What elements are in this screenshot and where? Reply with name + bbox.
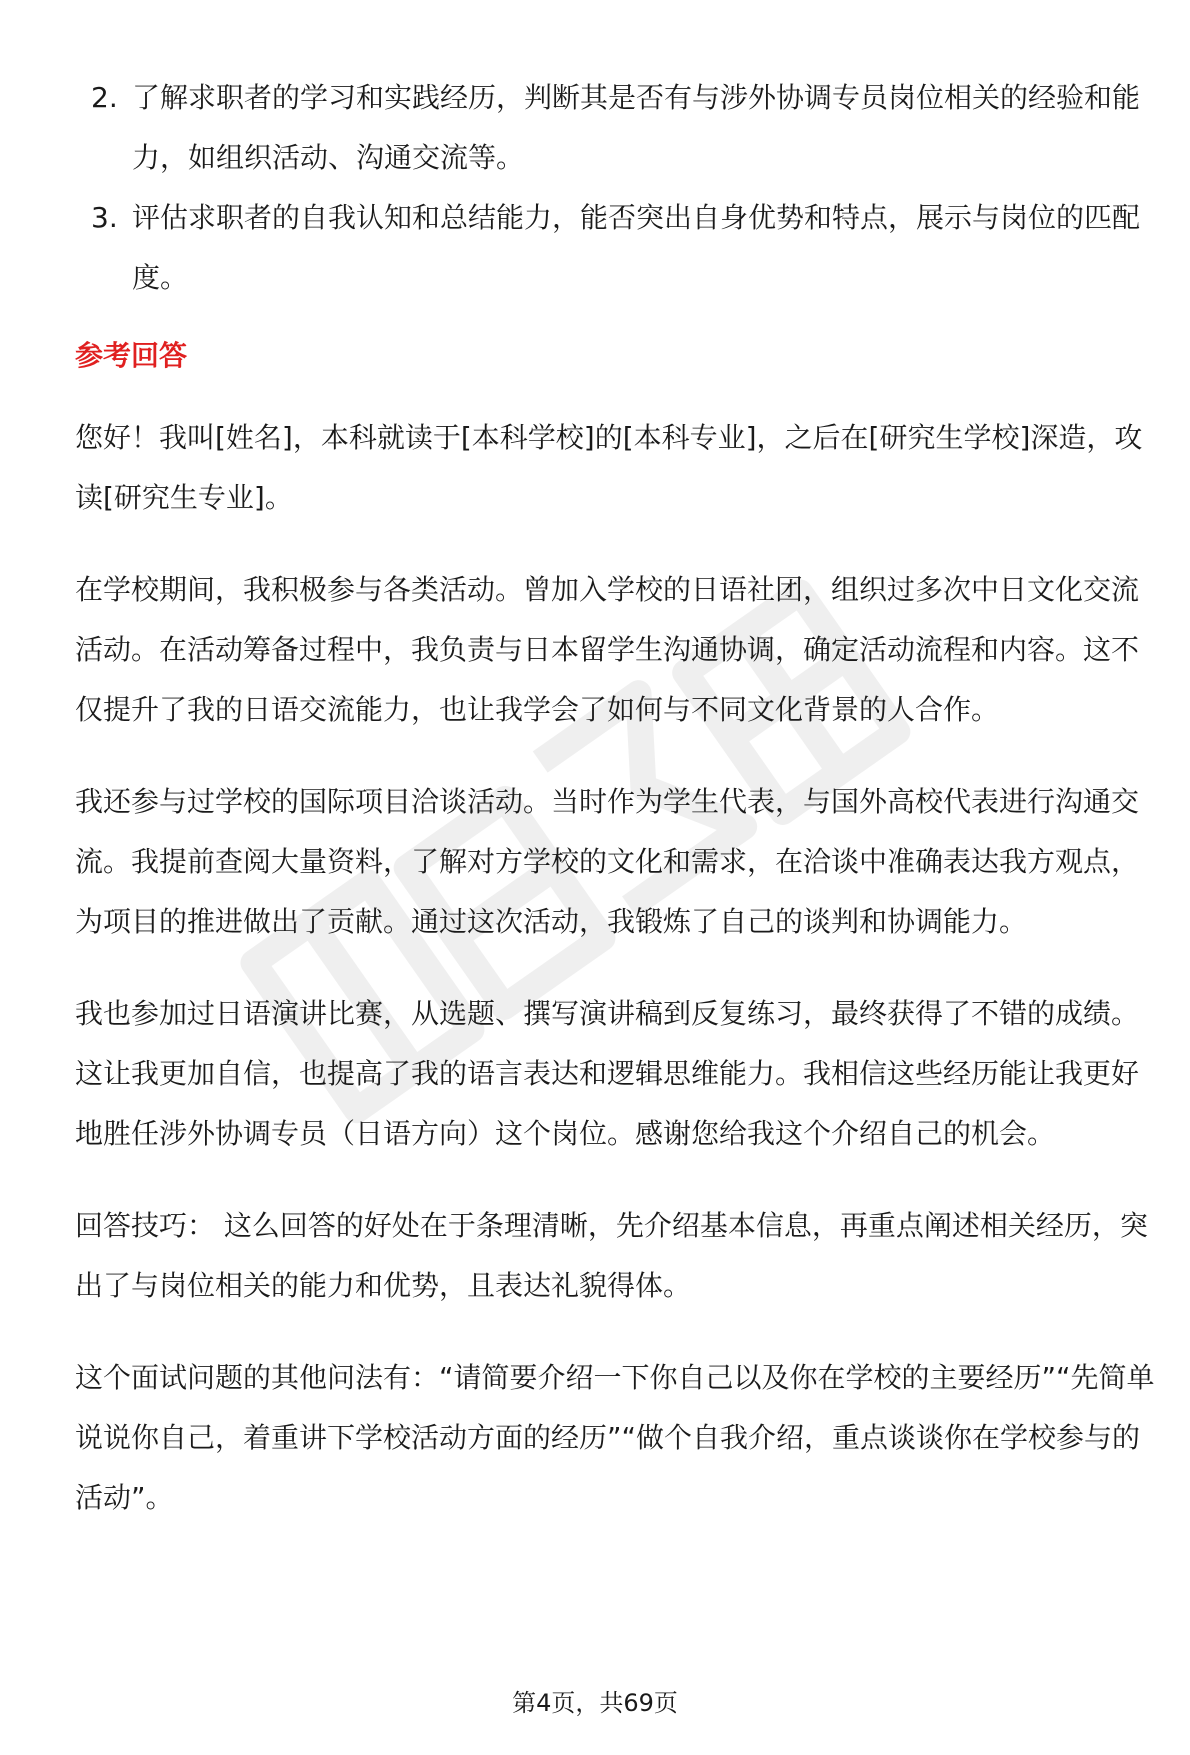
list-item-number: 3.: [91, 201, 118, 234]
paragraph: 回答技巧： 这么回答的好处在于条理清晰，先介绍基本信息，再重点阐述相关经历，突出了与岗位相关的能力和优势，且表达礼貌得体。: [75, 1209, 1148, 1302]
list-item: [75, 68, 1157, 188]
paragraph: 在学校期间，我积极参与各类活动。曾加入学校的日语社团，组织过多次中日文化交流活动。在活动筹备过程中，我负责与日本留学生沟通协调，确定活动流程和内容。这不仅提升了我的日语交流能力，也让我学会了如何与不同文化背景的人合作。: [75, 573, 1140, 726]
criteria-list: [75, 68, 1157, 308]
paragraph: 您好！我叫[姓名]，本科就读于[本科学校]的[本科专业]，之后在[研究生学校]深造，攻读[研究生专业]。: [75, 421, 1143, 514]
page-footer: 第4页，共69页: [512, 1689, 678, 1717]
paragraph: 我还参与过学校的国际项目洽谈活动。当时作为学生代表，与国外高校代表进行沟通交流。我提前查阅大量资料，了解对方学校的文化和需求，在洽谈中准确表达我方观点，为项目的推进做出了贡献。通过这次活动，我锻炼了自己的谈判和协调能力。: [75, 785, 1140, 938]
list-item: [75, 188, 1157, 308]
list-item-text: 了解求职者的学习和实践经历，判断其是否有与涉外协调专员岗位相关的经验和能力，如组织活动、沟通交流等。: [132, 81, 1141, 174]
document-content: [75, 68, 1157, 1560]
paragraph: 我也参加过日语演讲比赛，从选题、撰写演讲稿到反复练习，最终获得了不错的成绩。这让我更加自信，也提高了我的语言表达和逻辑思维能力。我相信这些经历能让我更好地胜任涉外协调专员（日语方向）这个岗位。感谢您给我这个介绍自己的机会。: [75, 997, 1140, 1150]
list-item-number: 2.: [91, 81, 118, 114]
list-item-text: 评估求职者的自我认知和总结能力，能否突出自身优势和特点，展示与岗位的匹配度。: [132, 201, 1141, 294]
section-heading: 参考回答: [75, 339, 188, 372]
paragraph: 这个面试问题的其他问法有：“请简要介绍一下你自己以及你在学校的主要经历”“先简单说说你自己，着重讲下学校活动方面的经历”“做个自我介绍，重点谈谈你在学校参与的活动”。: [75, 1361, 1155, 1514]
